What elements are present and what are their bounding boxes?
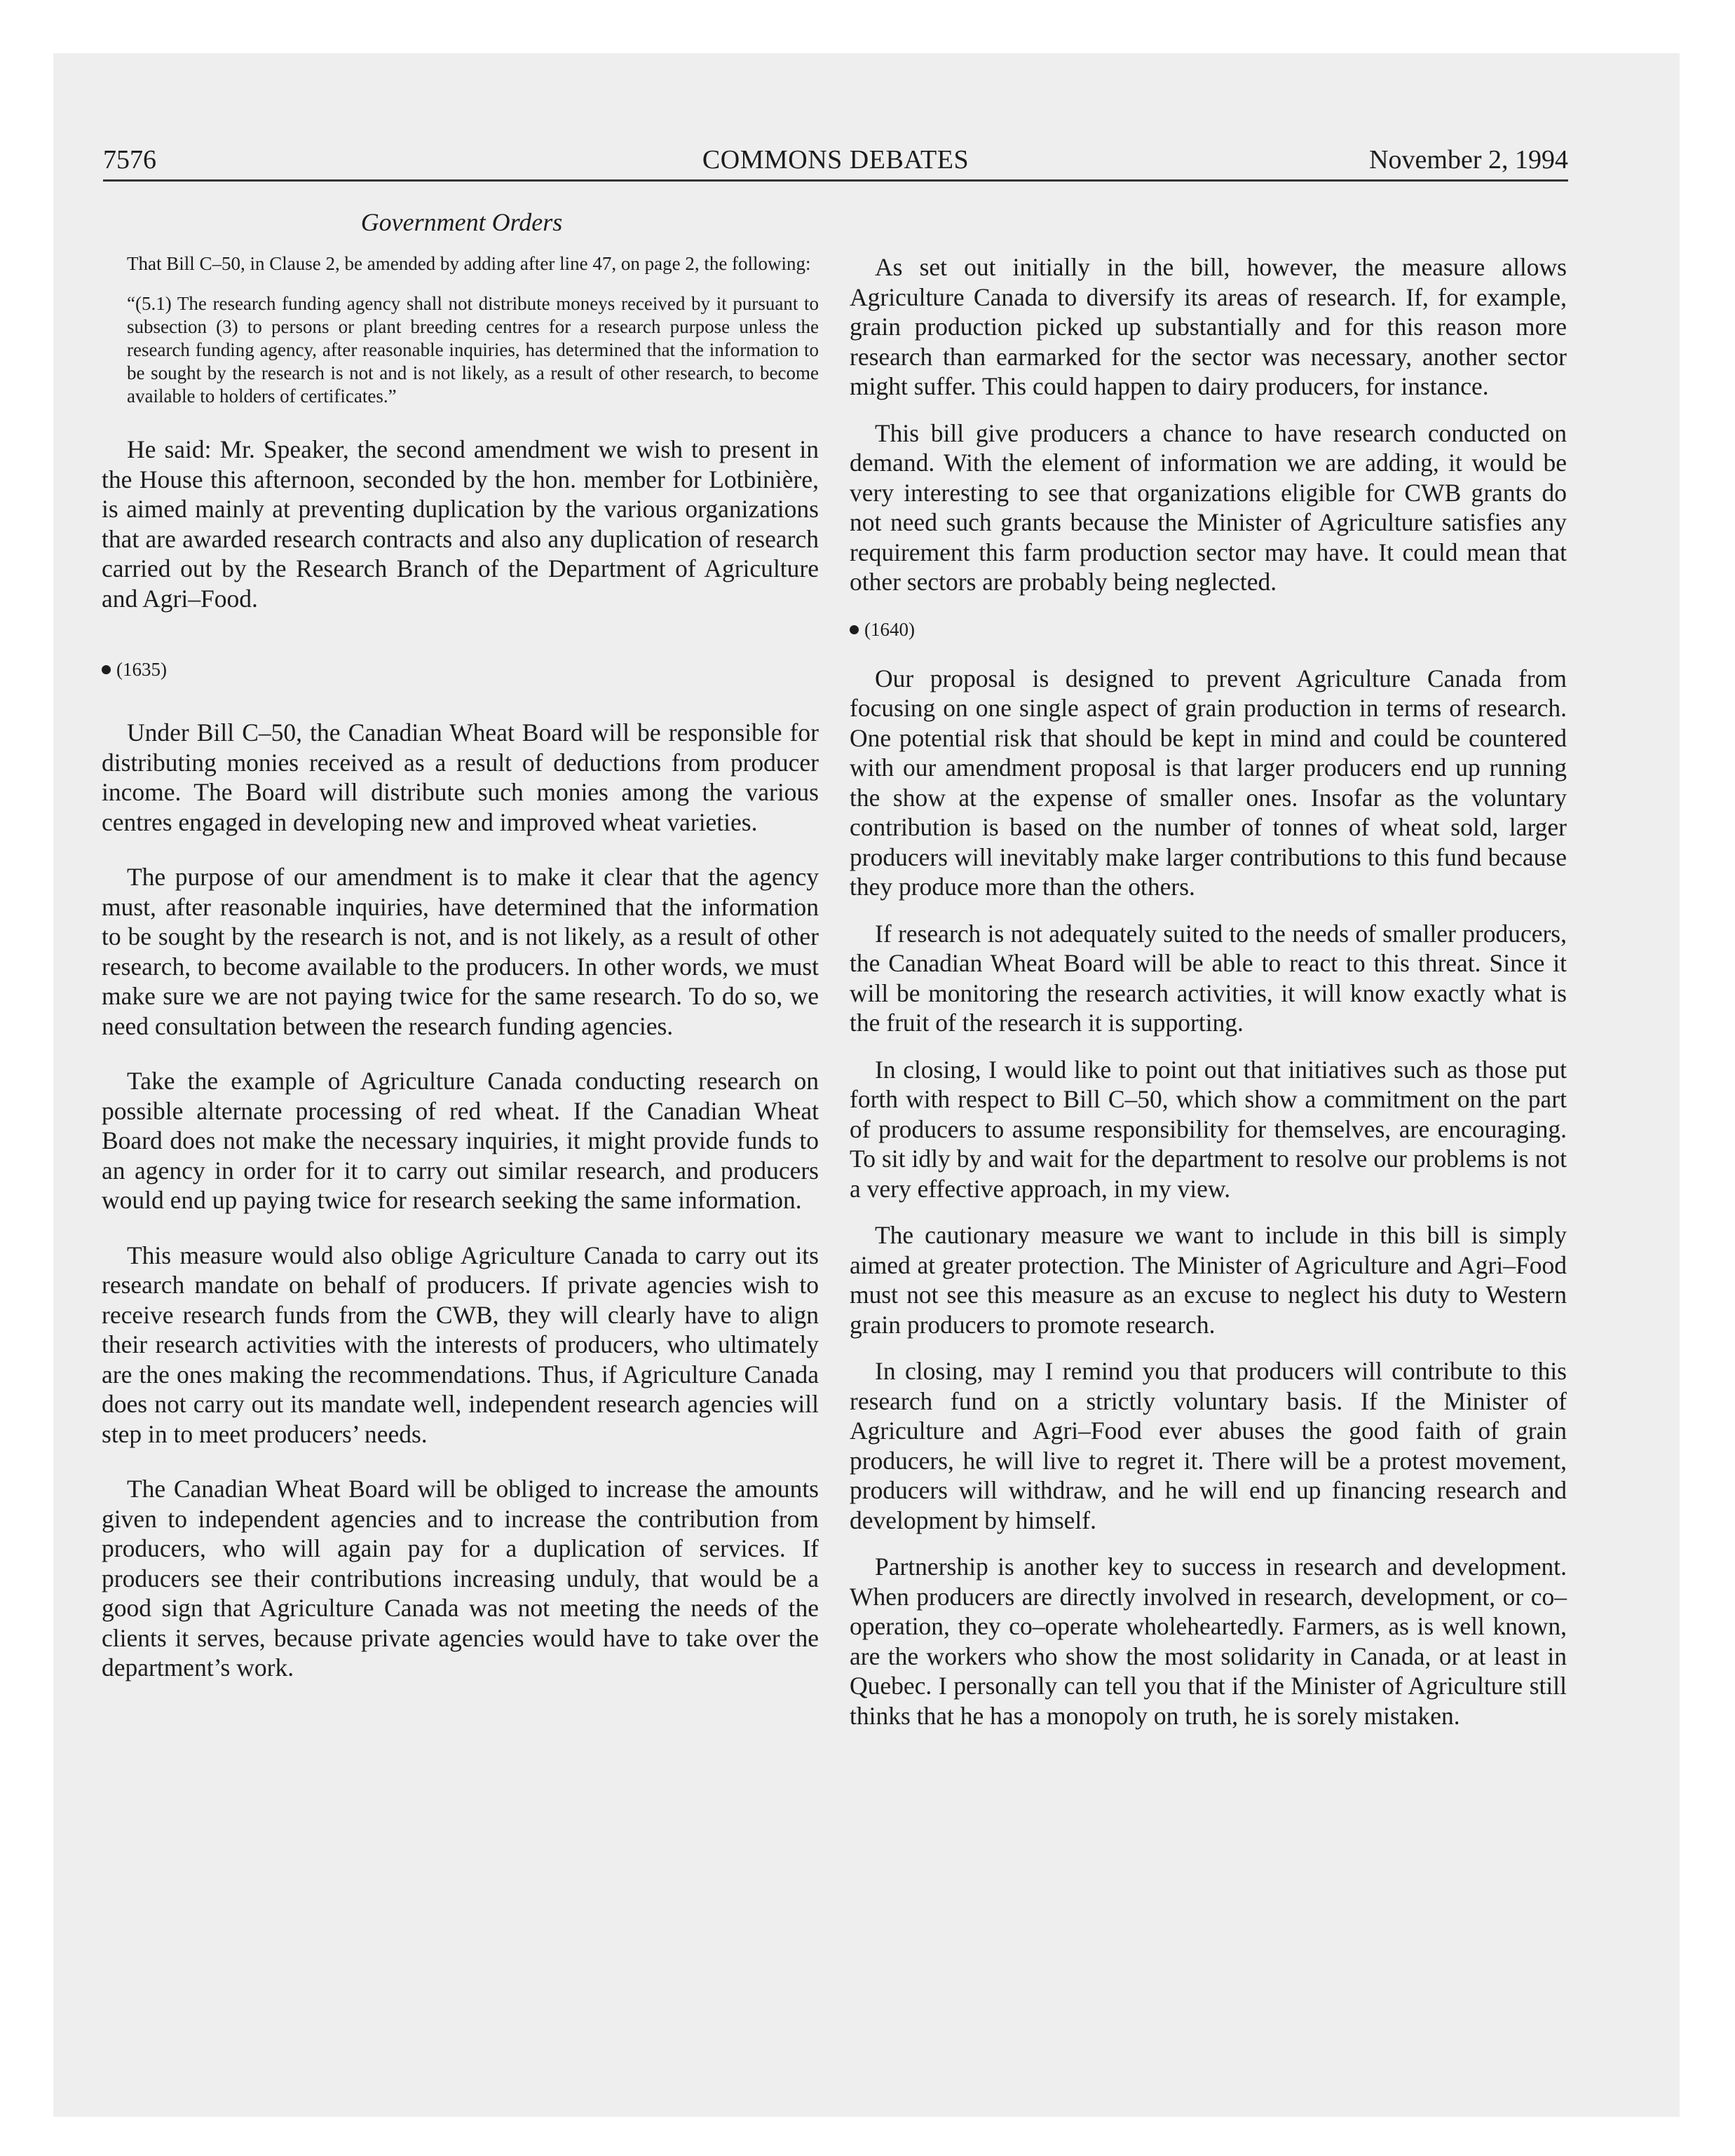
right-column [850, 252, 1567, 1731]
section-title: Government Orders [360, 208, 563, 236]
page-number: 7576 [103, 145, 156, 175]
paragraph: As set out initially in the bill, however, the measure allows Agriculture Canada to diversify its areas of research. If, for example, grain production picked up substantially and for this reason more research than earmarked for the sector was necessary, another sector might suffer. This could happen to dairy producers, for instance. [850, 253, 1567, 400]
paragraph: This bill give producers a chance to have research conducted on demand. With the element of information we are adding, it would be very interesting to see that organizations eligible for CWB grants do not need such grants because the Minister of Agriculture satisfies any requirement this farm production sector may have. It could mean that other sectors are probably being neglected. [850, 418, 1567, 596]
paragraph: The Canadian Wheat Board will be obliged to increase the amounts given to independent agencies and to increase the contribution from producers, who will again pay for a duplication of services. If producers see their contributions increasing unduly, that would be a good sign that Agriculture Canada was not meeting the needs of the clients it serves, because private agencies would have to take over the department’s work. [102, 1475, 819, 1681]
paragraph: Under Bill C–50, the Canadian Wheat Board will be responsible for distributing monies received as a result of deductions from producer income. The Board will distribute such monies among the various centres engaged in developing new and improved wheat varieties. [102, 718, 819, 836]
header-rule [103, 179, 1568, 182]
time-stamp-label: (1635) [116, 659, 167, 680]
paragraph: The purpose of our amendment is to make it clear that the agency must, after reasonable inquiries, have determined that the information to be sought by the research is not, and is not likely, as a result of other research, to become available to the producers. In other words, we must make sure we are not paying twice for the same research. To do so, we need consultation between the research funding agencies. [102, 863, 819, 1040]
paragraph: Take the example of Agriculture Canada conducting research on possible alternate processing of red wheat. If the Canadian Wheat Board does not make the necessary inquiries, it might provide funds to an agency in order for it to carry out similar research, and producers would end up paying twice for research seeking the same information. [102, 1067, 819, 1214]
paragraph: He said: Mr. Speaker, the second amendment we wish to present in the House this afternoon, seconded by the hon. member for Lotbinière, is aimed mainly at preventing duplication by the various organizations that are awarded research contracts and also any duplication of research carried out by the Research Branch of the Department of Agriculture and Agri–Food. [102, 435, 819, 613]
motion-quote: “(5.1) The research funding agency shall not distribute moneys received by it pursuant to subsection (3) to persons or plant breeding centres for a research purpose unless the research funding agency, after reasonable inquiries, has determined that the information to be sought by the research is not and is not likely, as a result of other research, to become available to holders of certificates.” [127, 293, 819, 407]
publication-title: COMMONS DEBATES [702, 145, 969, 175]
bullet-icon [850, 625, 859, 634]
motion-intro: That Bill C–50, in Clause 2, be amended by adding after line 47, on page 2, the following: [127, 253, 811, 274]
time-stamp [102, 658, 819, 681]
paragraph: In closing, may I remind you that producers will contribute to this research fund on a strictly voluntary basis. If the Minister of Agriculture and Agri–Food ever abuses the good faith of grain producers, he will live to regret it. There will be a protest movement, producers will withdraw, and he will end up financing research and development by himself. [850, 1357, 1567, 1534]
paragraph: If research is not adequately suited to the needs of smaller producers, the Canadian Wheat Board will be able to react to this threat. Since it will be monitoring the research activities, it will know exactly what is the fruit of the research it is supporting. [850, 919, 1567, 1037]
bullet-icon [102, 665, 111, 674]
left-column [102, 252, 819, 1683]
time-stamp-label: (1640) [864, 618, 915, 640]
time-stamp [850, 618, 1567, 641]
paragraph: This measure would also oblige Agriculture Canada to carry out its research mandate on behalf of producers. If private agencies wish to receive research funds from the CWB, they will clearly have to align their research activities with the interests of producers, who ultimately are the ones making the recommendations. Thus, if Agriculture Canada does not carry out its mandate well, independent research agencies will step in to meet producers’ needs. [102, 1241, 819, 1448]
paragraph: Partnership is another key to success in research and development. When producers are directly involved in research, development, or co–operation, they co–operate wholeheartedly. Farmers, as is well known, are the workers who show the most solidarity in Canada, or at least in Quebec. I personally can tell you that if the Minister of Agriculture still thinks that he has a monopoly on truth, he is sorely mistaken. [850, 1553, 1567, 1730]
issue-date: November 2, 1994 [1369, 145, 1568, 175]
paragraph: The cautionary measure we want to include in this bill is simply aimed at greater protection. The Minister of Agriculture and Agri–Food must not see this measure as an excuse to neglect his duty to Western grain producers to promote research. [850, 1221, 1567, 1339]
running-header [103, 139, 1568, 181]
paragraph: In closing, I would like to point out that initiatives such as those put forth with respect to Bill C–50, which show a commitment on the part of producers to assume responsibility for themselves, are encouraging. To sit idly by and wait for the department to resolve our problems is not a very effective approach, in my view. [850, 1055, 1567, 1203]
paragraph: Our proposal is designed to prevent Agriculture Canada from focusing on one single aspect of grain production in terms of research. One potential risk that should be kept in mind and could be countered with our amendment proposal is that larger producers end up running the show at the expense of smaller ones. Insofar as the voluntary contribution is based on the number of tonnes of wheat sold, larger producers will inevitably make larger contributions to this fund because they produce more than the others. [850, 664, 1567, 901]
